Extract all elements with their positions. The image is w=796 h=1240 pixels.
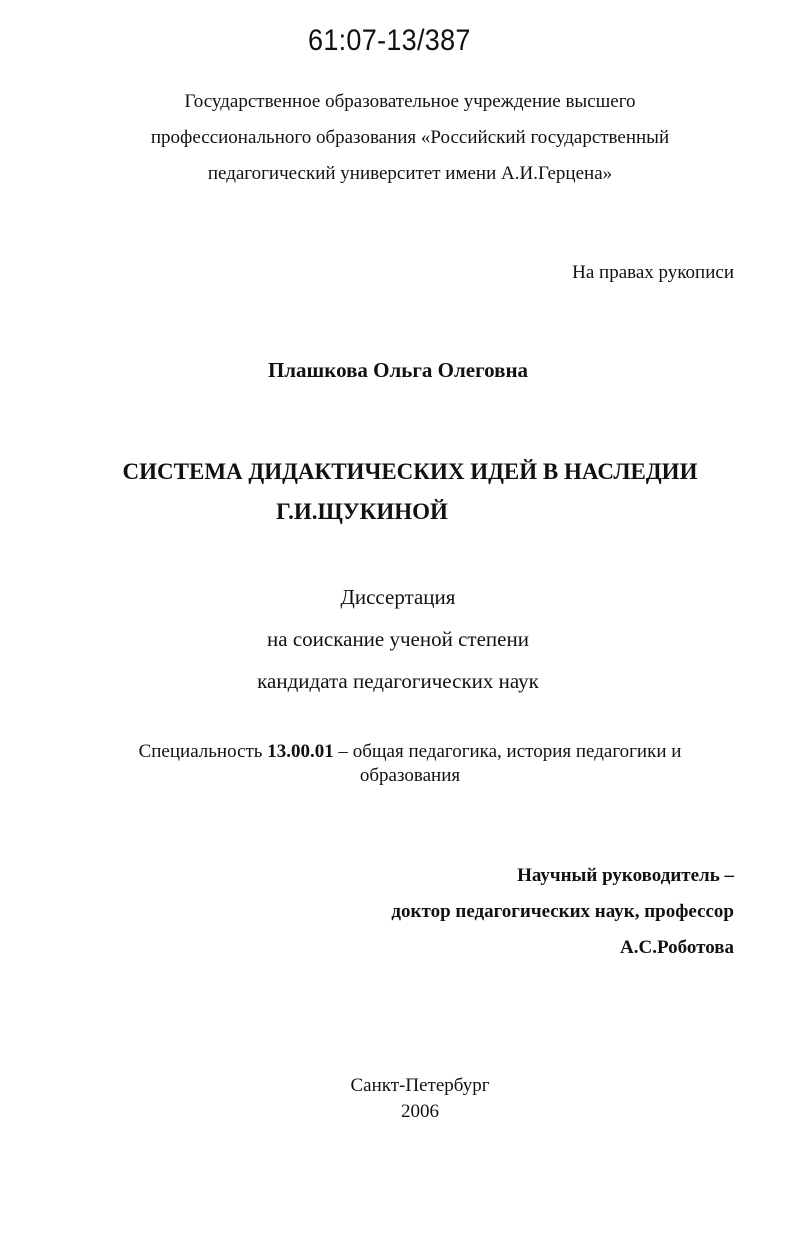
author-name: Плашкова Ольга Олеговна (267, 358, 529, 382)
year: 2006 (401, 1101, 439, 1122)
title-line: Г.И.ЩУКИНОЙ (276, 499, 448, 524)
place-and-year (320, 1073, 520, 1125)
specialty-description: – общая педагогика, история педагогики и (333, 741, 682, 762)
institution-name (60, 84, 760, 192)
city: Санкт-Петербург (350, 1075, 490, 1096)
document-type (0, 576, 796, 702)
institution-line: профессионального образования «Российский государственный (150, 127, 670, 148)
supervisor-degree: доктор педагогических наук, профессор (391, 901, 734, 922)
manuscript-note: На правах рукописи (572, 262, 734, 283)
specialty (60, 740, 760, 788)
specialty-prefix: Специальность (138, 741, 268, 762)
document-type-line: на соискание ученой степени (267, 627, 529, 651)
document-type-line: Диссертация (340, 585, 456, 609)
dissertation-title (60, 452, 760, 532)
catalog-number: 61:07-13/387 (308, 24, 471, 57)
document-type-line: кандидата педагогических наук (257, 669, 539, 693)
title-line: СИСТЕМА ДИДАКТИЧЕСКИХ ИДЕЙ В НАСЛЕДИИ (122, 459, 698, 484)
supervisor-role: Научный руководитель – (517, 865, 734, 886)
supervisor (391, 858, 734, 966)
institution-line: Государственное образовательное учреждение высшего (184, 91, 636, 112)
institution-line: педагогический университет имени А.И.Герцена» (207, 163, 613, 184)
specialty-description-continued: образования (359, 765, 461, 786)
specialty-code: 13.00.01 (267, 741, 334, 762)
supervisor-name: А.С.Роботова (620, 937, 734, 958)
specialty-line (60, 740, 760, 764)
